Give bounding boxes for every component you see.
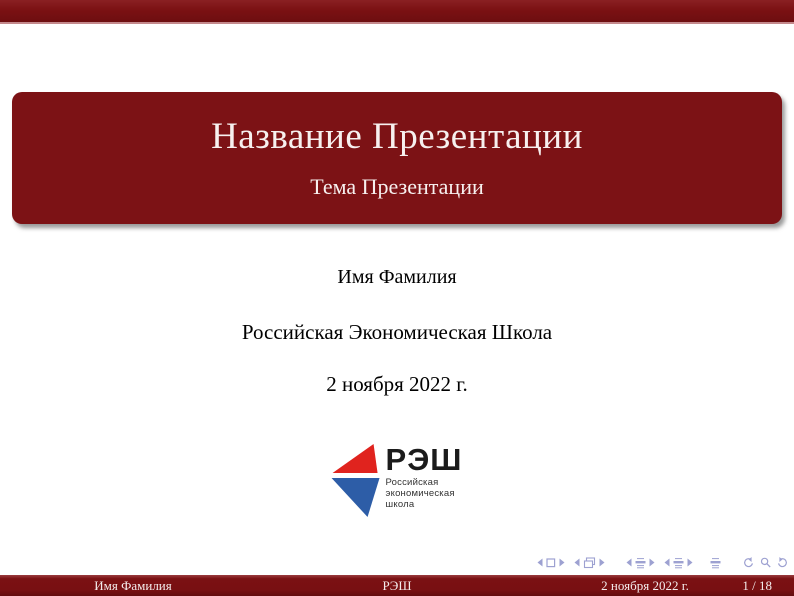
- forward-icon[interactable]: [777, 557, 790, 568]
- back-icon[interactable]: [741, 557, 754, 568]
- footer-author: Имя Фамилия: [94, 578, 172, 593]
- history-nav-group: [741, 557, 790, 568]
- nes-logo-mark-icon: [332, 444, 380, 518]
- institute-name: Российская Экономическая Школа: [241, 320, 553, 344]
- logo-name-line2: экономическая: [385, 487, 455, 499]
- section-nav-group: [664, 557, 693, 569]
- frame-nav-group: [574, 557, 605, 569]
- logo-acronym: РЭШ: [385, 442, 463, 477]
- author-name: Имя Фамилия: [337, 266, 457, 288]
- logo-blue-triangle: [332, 478, 380, 517]
- logo-full-name: [386, 478, 463, 510]
- top-color-bar: [0, 0, 794, 24]
- frame-icon[interactable]: [583, 557, 596, 569]
- prev-slide-icon[interactable]: [537, 558, 543, 567]
- presentation-title: Название Презентации: [211, 116, 583, 158]
- beamer-navigation-bar: [528, 555, 790, 570]
- subsection-nav-group: [626, 557, 655, 569]
- section-icon[interactable]: [673, 557, 684, 569]
- logo-name-line1: Российская: [385, 477, 439, 488]
- presentation-icon[interactable]: [710, 557, 721, 569]
- next-section-icon[interactable]: [687, 558, 693, 567]
- footer-date: 2 ноября 2022 г.: [601, 578, 689, 593]
- search-icon[interactable]: [760, 557, 771, 568]
- footer-institute: РЭШ: [382, 578, 412, 593]
- next-frame-icon[interactable]: [599, 558, 605, 567]
- next-slide-icon[interactable]: [559, 558, 565, 567]
- nes-logo-text: [385, 442, 463, 510]
- slide-nav-group: [537, 558, 565, 568]
- nes-logo: [332, 443, 463, 518]
- prev-frame-icon[interactable]: [574, 558, 580, 567]
- footer-bar: [0, 575, 794, 596]
- slide-icon[interactable]: [546, 558, 556, 568]
- title-box: [12, 92, 782, 224]
- presentation-subtitle: Тема Презентации: [310, 173, 484, 199]
- logo-name-line3: школа: [385, 498, 415, 510]
- prev-section-icon[interactable]: [664, 558, 670, 567]
- next-subsection-icon[interactable]: [649, 558, 655, 567]
- prev-subsection-icon[interactable]: [626, 558, 632, 567]
- presentation-nav-group: [710, 557, 721, 569]
- subsection-icon[interactable]: [635, 557, 646, 569]
- logo-red-triangle: [333, 444, 378, 473]
- presentation-date: 2 ноября 2022 г.: [326, 372, 468, 396]
- footer-page-number: 1 / 18: [742, 578, 772, 593]
